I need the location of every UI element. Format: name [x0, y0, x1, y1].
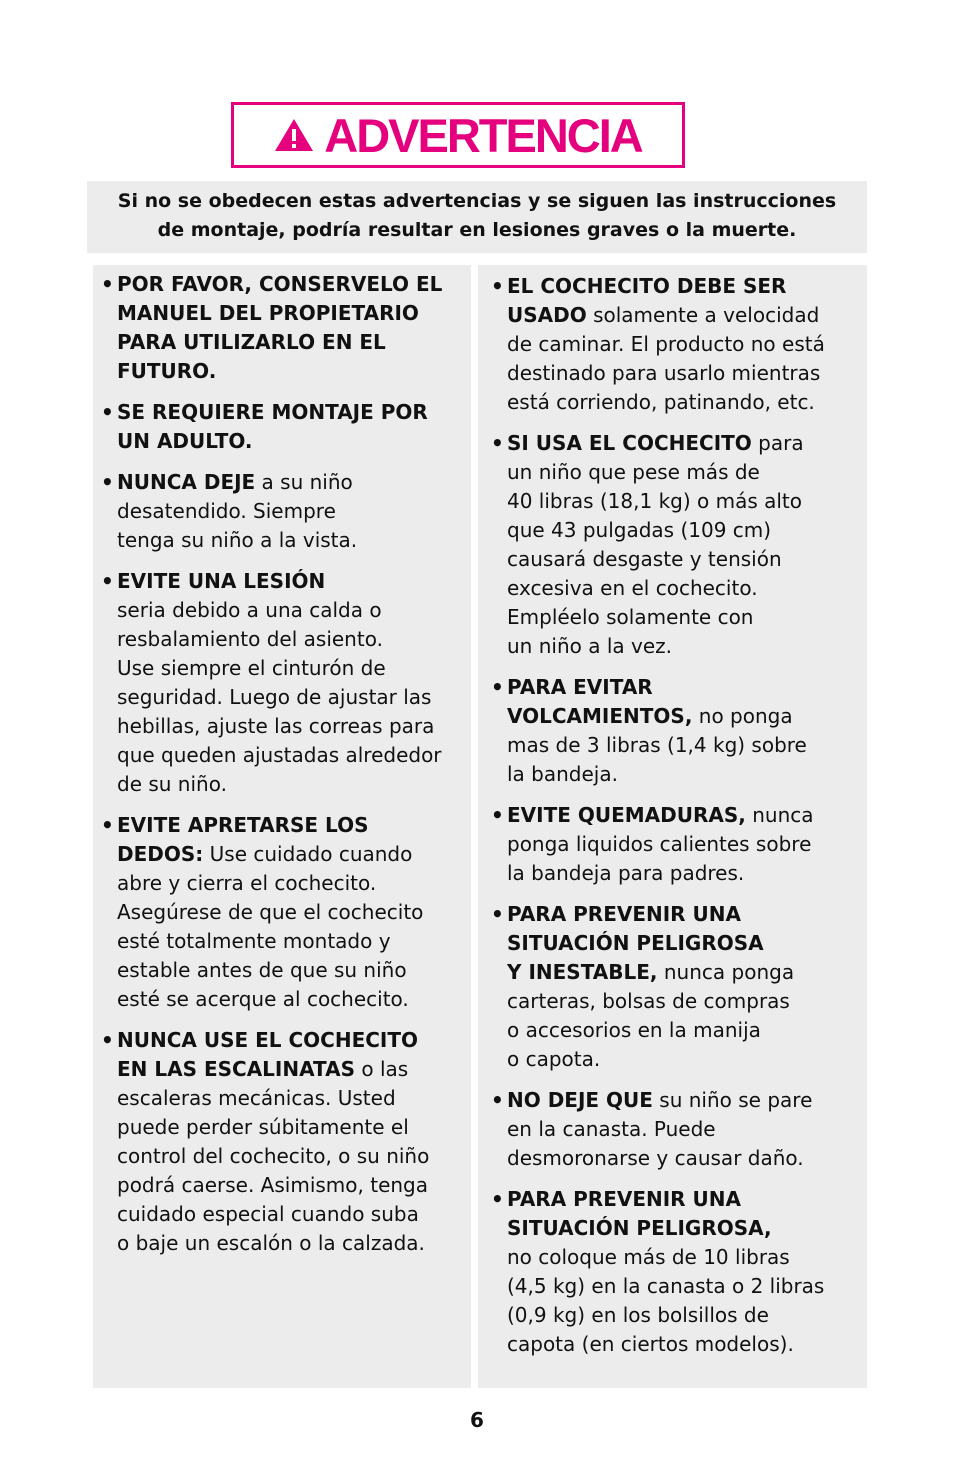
intro-warning: [87, 181, 867, 253]
warning-item-bold: VOLCAMIENTOS,: [507, 704, 693, 728]
warning-item-text: para: [751, 431, 804, 455]
page-title: ADVERTENCIA: [324, 108, 642, 162]
warning-item-bold: DEDOS:: [117, 842, 204, 866]
warning-item-text: estable antes de que su niño: [117, 958, 407, 982]
warning-item-bold: EN LAS ESCALINATAS: [117, 1057, 355, 1081]
warning-item-bold: NO DEJE QUE: [507, 1088, 653, 1112]
warning-item: [99, 468, 465, 555]
warning-item-text: (4,5 kg) en la canasta o 2 libras: [507, 1274, 825, 1298]
warning-item-text: a su niño: [255, 470, 353, 494]
warning-item-text: abre y cierra el cochecito.: [117, 871, 377, 895]
warning-item-text: que queden ajustadas alrededor: [117, 743, 442, 767]
warning-item-text: seguridad. Luego de ajustar las: [117, 685, 432, 709]
warning-item-bold: SITUACIÓN PELIGROSA,: [507, 1216, 772, 1240]
warning-item-text: 40 libras (18,1 kg) o más alto: [507, 489, 802, 513]
warning-item-text: desatendido. Siempre: [117, 499, 336, 523]
warning-item-text: en la canasta. Puede: [507, 1117, 716, 1141]
warning-item-text: Use siempre el cinturón de: [117, 656, 386, 680]
warning-item: [489, 429, 861, 661]
warning-item: [99, 270, 465, 386]
warning-item: [489, 673, 861, 789]
warning-item-text: podrá caerse. Asimismo, tenga: [117, 1173, 429, 1197]
warning-item-text: un niño que pese más de: [507, 460, 760, 484]
warning-item-text: no ponga: [692, 704, 793, 728]
warning-item-text: Empléelo solamente con: [507, 605, 754, 629]
warning-item: [99, 567, 465, 799]
warning-item-text: desmoronarse y causar daño.: [507, 1146, 804, 1170]
warning-item-text: mas de 3 libras (1,4 kg) sobre: [507, 733, 807, 757]
warning-item-bold: SITUACIÓN PELIGROSA: [507, 931, 764, 955]
warning-item-text: ponga liquidos calientes sobre: [507, 832, 812, 856]
warning-item-text: o accesorios en la manija: [507, 1018, 761, 1042]
warning-item: [99, 398, 465, 456]
warning-item-bold: NUNCA USE EL COCHECITO: [117, 1028, 418, 1052]
warning-item-bold: POR FAVOR, CONSERVELO EL: [117, 272, 443, 296]
warning-item-text: esté totalmente montado y: [117, 929, 391, 953]
warning-item-text: capota (en ciertos modelos).: [507, 1332, 794, 1356]
warning-item-text: nunca: [745, 803, 814, 827]
warning-item-text: escaleras mecánicas. Usted: [117, 1086, 396, 1110]
warning-item-bold: SE REQUIERE MONTAJE POR: [117, 400, 428, 424]
warning-item-text: puede perder súbitamente el: [117, 1115, 409, 1139]
warning-item-bold: MANUEL DEL PROPIETARIO: [117, 301, 419, 325]
left-column: [93, 265, 471, 1388]
warning-item-bold: EL COCHECITO DEBE SER: [507, 274, 787, 298]
warning-item: [489, 801, 861, 888]
warning-item-text: o las: [355, 1057, 409, 1081]
warning-item: [99, 1026, 465, 1258]
warning-item: [489, 900, 861, 1074]
warning-item: [489, 1185, 861, 1359]
warning-banner: [231, 102, 685, 168]
warning-item-bold: PARA PREVENIR UNA: [507, 902, 742, 926]
warning-item-bold: FUTURO.: [117, 359, 217, 383]
warning-item-bold: PARA PREVENIR UNA: [507, 1187, 742, 1211]
warning-item-bold: EVITE APRETARSE LOS: [117, 813, 369, 837]
warning-item-text: de caminar. El producto no está: [507, 332, 825, 356]
warning-item-text: nunca ponga: [657, 960, 795, 984]
warning-item-bold: UN ADULTO.: [117, 429, 253, 453]
warning-item-text: o baje un escalón o la calzada.: [117, 1231, 425, 1255]
warning-item-bold: PARA EVITAR: [507, 675, 653, 699]
warning-item-text: Use cuidado cuando: [203, 842, 413, 866]
warning-item-text: seria debido a una calda o: [117, 598, 382, 622]
warning-item-text: solamente a velocidad: [586, 303, 820, 327]
intro-line-2: de montaje, podría resultar en lesiones graves o la muerte.: [157, 219, 797, 241]
warning-item-text: que 43 pulgadas (109 cm): [507, 518, 772, 542]
warning-item-text: causará desgaste y tensión: [507, 547, 782, 571]
warning-item-text: su niño se pare: [652, 1088, 813, 1112]
right-column: [478, 265, 867, 1388]
warning-item-bold: EVITE UNA LESIÓN: [117, 569, 326, 593]
warning-item-text: la bandeja.: [507, 762, 618, 786]
warning-item: [99, 811, 465, 1014]
warning-item-text: destinado para usarlo mientras: [507, 361, 821, 385]
warning-item-text: un niño a la vez.: [507, 634, 672, 658]
warning-item-bold: SI USA EL COCHECITO: [507, 431, 752, 455]
warning-item-text: está corriendo, patinando, etc.: [507, 390, 815, 414]
warning-item-text: control del cochecito, o su niño: [117, 1144, 430, 1168]
warning-item-text: carteras, bolsas de compras: [507, 989, 790, 1013]
page-number: 6: [470, 1408, 484, 1432]
warning-item-text: (0,9 kg) en los bolsillos de: [507, 1303, 769, 1327]
warning-item: [489, 1086, 861, 1173]
warning-item-text: o capota.: [507, 1047, 601, 1071]
warning-item-text: excesiva en el cochecito.: [507, 576, 758, 600]
warning-item-text: hebillas, ajuste las correas para: [117, 714, 435, 738]
warning-item-bold: NUNCA DEJE: [117, 470, 256, 494]
warning-triangle-icon: [274, 118, 314, 152]
warning-item-bold: PARA UTILIZARLO EN EL: [117, 330, 386, 354]
warning-item-text: cuidado especial cuando suba: [117, 1202, 419, 1226]
warning-item-text: no coloque más de 10 libras: [507, 1245, 790, 1269]
warning-item-bold: Y INESTABLE,: [507, 960, 658, 984]
warning-item-bold: EVITE QUEMADURAS,: [507, 803, 746, 827]
intro-line-1: Si no se obedecen estas advertencias y se siguen las instrucciones: [117, 190, 837, 212]
warning-item-text: resbalamiento del asiento.: [117, 627, 383, 651]
warning-item: [489, 272, 861, 417]
warning-item-text: de su niño.: [117, 772, 227, 796]
warning-item-text: tenga su niño a la vista.: [117, 528, 358, 552]
warning-item-text: la bandeja para padres.: [507, 861, 745, 885]
warning-item-text: Asegúrese de que el cochecito: [117, 900, 424, 924]
warning-item-bold: USADO: [507, 303, 587, 327]
warning-item-text: esté se acerque al cochecito.: [117, 987, 409, 1011]
